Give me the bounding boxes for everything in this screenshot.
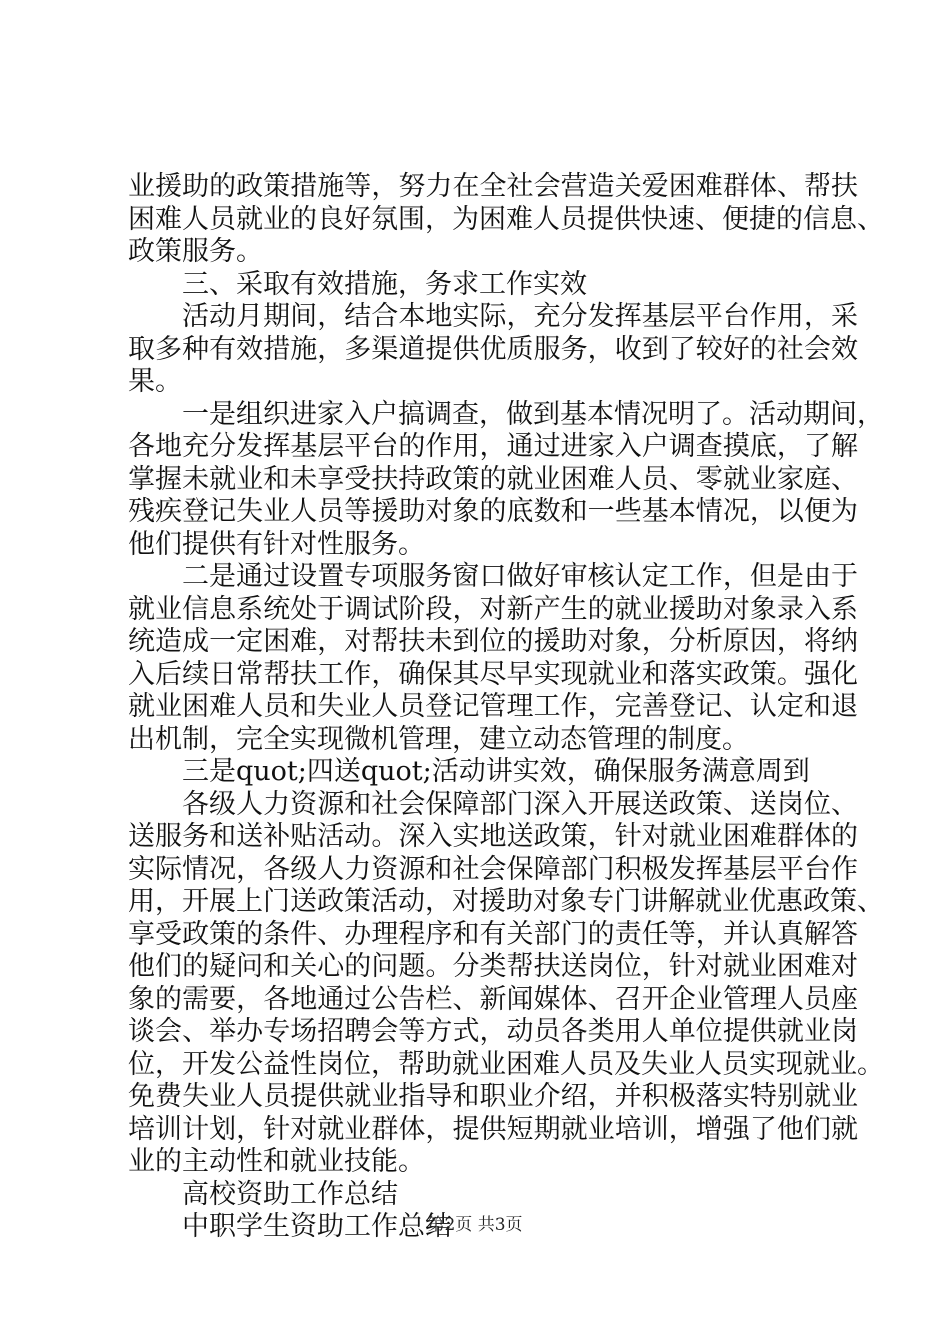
- text-line: 政策服务。: [128, 236, 263, 267]
- text-line: 残疾登记失业人员等援助对象的底数和一些基本情况，以便为: [128, 496, 858, 527]
- text-line: 出机制，完全实现微机管理，建立动态管理的制度。: [128, 723, 749, 755]
- text-line: 活动月期间，结合本地实际，充分发挥基层平台作用，采: [182, 301, 858, 332]
- text-line: 享受政策的条件、办理程序和有关部门的责任等，并认真解答: [128, 918, 858, 950]
- text-line: 免费失业人员提供就业指导和职业介绍，并积极落实特别就业: [128, 1081, 858, 1112]
- text-line: 二是通过设置专项服务窗口做好审核认定工作，但是由于: [182, 561, 858, 592]
- text-line: 实际情况，各级人力资源和社会保障部门积极发挥基层平台作: [128, 853, 858, 885]
- paragraph: [128, 398, 884, 562]
- text-line: 统造成一定困难，对帮扶未到位的援助对象，分析原因，将纳: [128, 626, 858, 657]
- text-line: 高校资助工作总结: [182, 1178, 398, 1210]
- text-line: 就业信息系统处于调试阶段，对新产生的就业援助对象录入系: [128, 593, 858, 625]
- text-line: 送服务和送补贴活动。深入实地送政策，针对就业困难群体的: [128, 821, 858, 852]
- text-line: 各级人力资源和社会保障部门深入开展送政策、送岗位、: [182, 788, 858, 820]
- text-line: 掌握未就业和未享受扶持政策的就业困难人员、零就业家庭、: [128, 463, 858, 495]
- text-line: 他们的疑问和关心的问题。分类帮扶送岗位，针对就业困难对: [128, 951, 858, 982]
- text-line: 三、采取有效措施，务求工作实效: [182, 268, 587, 300]
- text-line: 他们提供有针对性服务。: [128, 528, 425, 560]
- paragraph: [128, 756, 858, 789]
- text-line: 各地充分发挥基层平台的作用，通过进家入户调查摸底，了解: [128, 431, 858, 462]
- document-body: [128, 171, 884, 1244]
- text-line: 用，开展上门送政策活动，对援助对象专门讲解就业优惠政策、: [128, 886, 884, 917]
- text-line: 位，开发公益性岗位，帮助就业困难人员及失业人员实现就业。: [128, 1048, 884, 1080]
- text-line: 果。: [128, 366, 182, 397]
- paragraph: [128, 171, 884, 269]
- text-line: 业援助的政策措施等，努力在全社会营造关爱困难群体、帮扶: [128, 171, 858, 202]
- text-line: 象的需要，各地通过公告栏、新闻媒体、召开企业管理人员座: [128, 983, 858, 1015]
- text-line: 入后续日常帮扶工作，确保其尽早实现就业和落实政策。强化: [128, 658, 858, 690]
- text-line: 取多种有效措施，多渠道提供优质服务，收到了较好的社会效: [128, 333, 858, 365]
- text-line: 业的主动性和就业技能。: [128, 1146, 425, 1177]
- text-line: 就业困难人员和失业人员登记管理工作，完善登记、认定和退: [128, 691, 858, 722]
- paragraph: [128, 301, 858, 399]
- page-number-footer: 第2页 共3页: [427, 1215, 523, 1235]
- text-line: 培训计划，针对就业群体，提供短期就业培训，增强了他们就: [128, 1113, 858, 1145]
- text-line: 三是quot;四送quot;活动讲实效，确保服务满意周到: [182, 756, 810, 787]
- text-line: 困难人员就业的良好氛围，为困难人员提供快速、便捷的信息、: [128, 203, 884, 235]
- section-heading: [128, 269, 858, 302]
- text-line: 一是组织进家入户搞调查，做到基本情况明了。活动期间，: [182, 398, 884, 430]
- text-line: 谈会、举办专场招聘会等方式，动员各类用人单位提供就业岗: [128, 1016, 858, 1047]
- paragraph: [128, 561, 858, 756]
- paragraph: [128, 788, 884, 1179]
- related-link[interactable]: [128, 1179, 858, 1212]
- text-line: 中职学生资助工作总结: [182, 1211, 452, 1242]
